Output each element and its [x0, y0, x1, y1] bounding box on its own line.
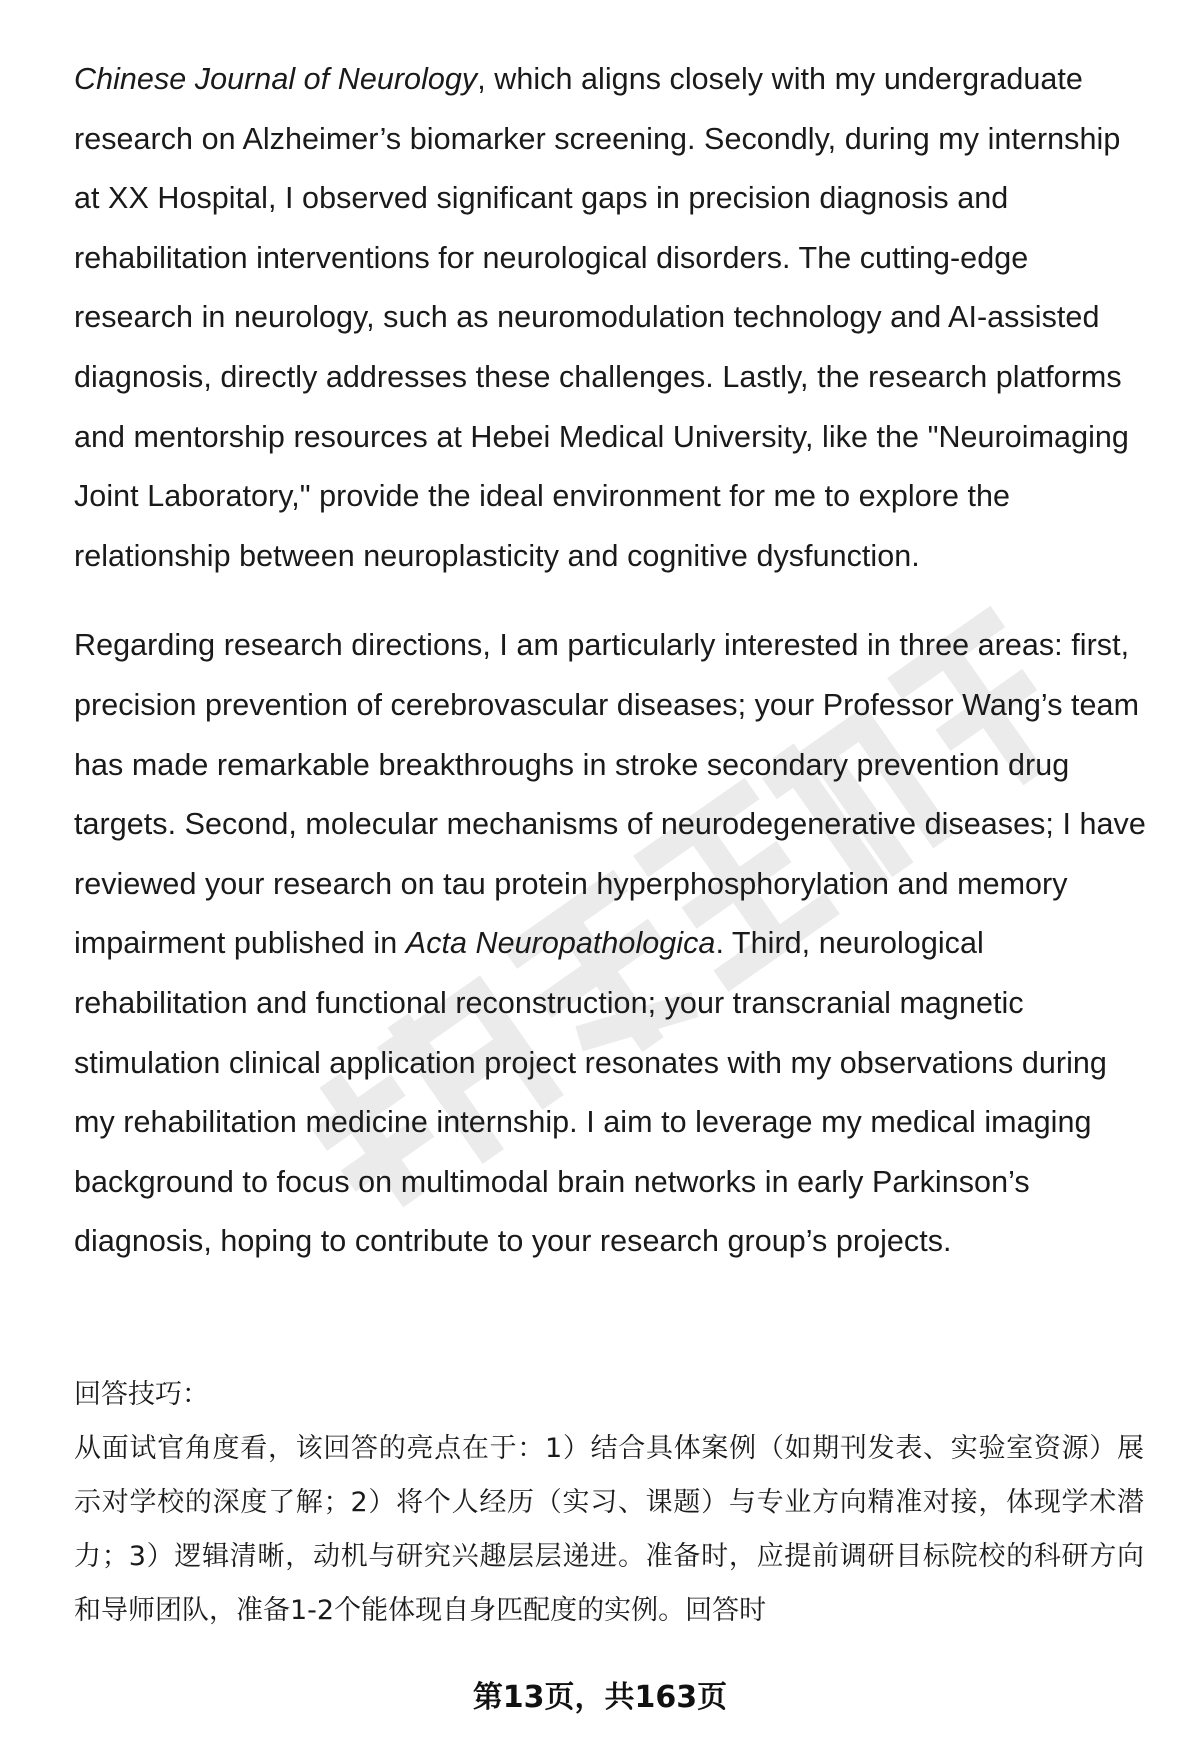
paragraph-2-text-before: Regarding research directions, I am particularly interested in three areas: first, precision prevention of cerebrovascular diseases; your Professor Wang’s team has made remarkable breakthroughs in stroke secondary prevention drug targets. Second, molecular mechanisms of neurodegenerative diseases; I have reviewed your research on tau protein hyperphosphorylation and memory impairment published in — [74, 628, 1146, 961]
tips-body: 从面试官角度看，该回答的亮点在于：1）结合具体案例（如期刊发表、实验室资源）展示对学校的深度了解；2）将个人经历（实习、课题）与专业方向精准对接，体现学术潜力；3）逻辑清晰，动机与研究兴趣层层递进。准备时，应提前调研目标院校的科研方向和导师团队，准备1-2个能体现自身匹配度的实例。回答时 — [74, 1433, 1144, 1626]
journal-title-2: Acta Neuropathologica — [405, 926, 716, 961]
letter-body — [74, 50, 1154, 1272]
paragraph-2 — [74, 616, 1154, 1272]
paragraph-1 — [74, 50, 1154, 586]
tips-title: 回答技巧： — [74, 1379, 209, 1410]
answer-tips — [74, 1368, 1144, 1638]
paragraph-2-text-after: . Third, neurological rehabilitation and functional reconstruction; your transcranial magnetic stimulation clinical application project resonates with my observations during my rehabilitation medicine internship. I aim to leverage my medical imaging background to focus on multimodal brain networks in early Parkinson’s diagnosis, hoping to contribute to your research group’s projects. — [74, 926, 1107, 1259]
journal-title-1: Chinese Journal of Neurology — [74, 62, 478, 96]
page-number: 第13页，共163页 — [472, 1680, 728, 1715]
paragraph-1-text: , which aligns closely with my undergraduate research on Alzheimer’s biomarker screening. Secondly, during my internship at XX Hospital, I observed significant gaps in precision diagnosis and rehabilitation interventions for neurological disorders. The cutting-edge research in neurology, such as neuromodulation technology and AI-assisted diagnosis, directly addresses these challenges. Lastly, the research platforms and mentorship resources at Hebei Medical University, like the "Neuroimaging Joint Laboratory," provide the ideal environment for me to explore the relationship between neuroplasticity and cognitive dysfunction. — [74, 62, 1129, 573]
